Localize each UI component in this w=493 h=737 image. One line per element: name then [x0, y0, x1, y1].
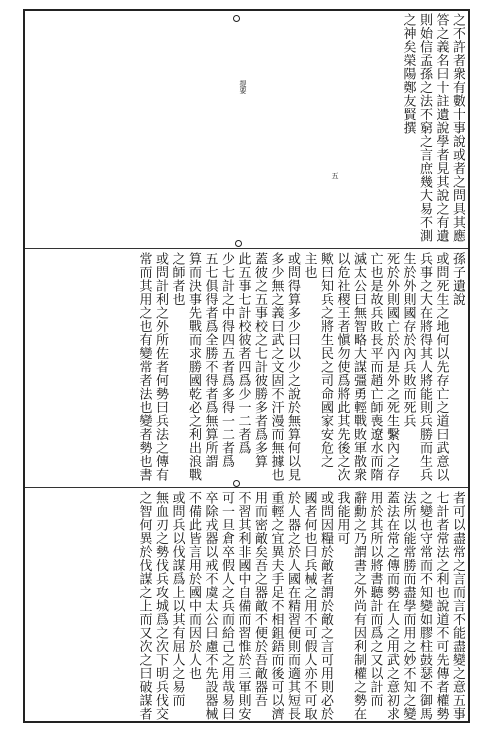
text-section-top: [28, 13, 465, 245]
text-column: 之不許者衆有數十事說或者之問具其應: [450, 13, 465, 243]
section-divider-bottom: [25, 487, 468, 488]
text-column: 用於其所以將書聽計而爲之又以計而: [367, 491, 383, 707]
text-section-middle: [28, 252, 465, 484]
text-column: 滅太公曰無智略大謀彊勇輕戰敗軍散衆: [351, 252, 366, 482]
text-column: 無血刃之勢伐兵攻城爲之次下明兵伐交: [153, 491, 168, 720]
text-column: 亡也是故兵敗長平而趙亡師喪遼水而隋: [367, 252, 383, 482]
text-column: 或問兵以伐謀爲上以其有屈人之易而: [169, 491, 185, 707]
text-column: 五七俱得者爲全勝不得者爲無算所謂: [202, 252, 218, 468]
text-column: 者可以盡常之言而言不能盡變之意五事: [450, 491, 465, 720]
text-column: 兵事之大在將得其人將能則兵勝而生兵: [417, 252, 432, 482]
text-column: 蓋法在常之傳而勢在人之用武之意初求: [384, 491, 399, 720]
text-column: 辭勳之乃謂書之外尚有因利制權之勢在: [351, 491, 366, 720]
text-column: 少七計之中得四五者爲多得一二者爲: [219, 252, 234, 468]
marginal-note-2: 五: [331, 172, 339, 179]
text-section-bottom: [28, 491, 465, 720]
text-column: 孫子遺說: [450, 252, 465, 306]
text-column: 之變也守常而不知變如膠柱鼓瑟不御馬: [417, 491, 432, 720]
text-column: 之神矣榮陽鄭友賢撰: [400, 13, 416, 135]
text-column: 此五事七計校彼者四爲少一二者爲: [235, 252, 251, 455]
text-column: 主也: [301, 252, 317, 279]
text-column: 生於外則國存於內兵敗而死兵: [400, 252, 416, 428]
text-column: 七計者常法之利也說道不可先傳者權勢: [433, 491, 449, 720]
section-divider-top: [25, 248, 468, 249]
text-column: 則始信孟孫之法不窮之言庶幾大易不測: [417, 13, 432, 243]
text-column: 法所以能常勝而盡學而用之妙不知之變: [400, 491, 416, 720]
text-column: 可一旦倉卒假人之兵而給己之用哉易曰: [219, 491, 234, 720]
text-column: 蓋彼之五事校之七計彼勝多者爲多算: [252, 252, 267, 468]
text-column: 重輕之宜異夫手足不相鉏鋙而後可以濟: [268, 491, 284, 720]
text-column: 多少無之義曰武之文固不汗漫而無據也: [268, 252, 284, 482]
text-column: 常而其用之也有變常者法也變者勢也書: [136, 252, 152, 482]
text-column: 於人器之於人國在精習便則而適其短長: [285, 491, 300, 720]
text-column: 不備此皆言用於國中而因於人也: [186, 491, 201, 680]
text-column: 歟曰知兵之將生民之司命國家安危之: [318, 252, 333, 468]
text-column: 算而決事先戰而求勝國乾必之利出浪戰: [186, 252, 201, 482]
text-column: 不習其利非國中自備而習惟於三軍則安: [235, 491, 251, 720]
text-column: 之智何異於伐謀之上而又次之曰破謀者: [136, 491, 152, 720]
text-column: 死於外則國亡於內是外之死生繫內之存: [384, 252, 399, 482]
text-column: 或問計利之外所佐者何勢曰兵法之傳有: [153, 252, 168, 482]
text-column: 以危社稷王者愼勿使爲將此其先後之次: [334, 252, 350, 482]
text-column: 或問得算多少曰以少之說於無算何以見: [285, 252, 300, 482]
text-column: 答之義名曰十註遺說學者見其說之有遺: [433, 13, 449, 243]
text-column: 用而密敵矣吾之器敵不便於吾敵器吾: [252, 491, 267, 707]
text-column: 國者何也曰兵械之用不可假人亦不可取: [301, 491, 317, 720]
text-column: 卒除戎器以戒不虞太公曰慮不先設器械: [202, 491, 218, 720]
marginal-note-1: 提要: [239, 80, 247, 94]
text-column: 我能用可: [334, 491, 350, 545]
text-column: 之師者也: [169, 252, 185, 306]
text-column: 或問因糧於敵者謂於敵之言可用則必於: [318, 491, 333, 720]
text-column: 或問死生之地何以先存亡之道曰武意以: [433, 252, 449, 482]
